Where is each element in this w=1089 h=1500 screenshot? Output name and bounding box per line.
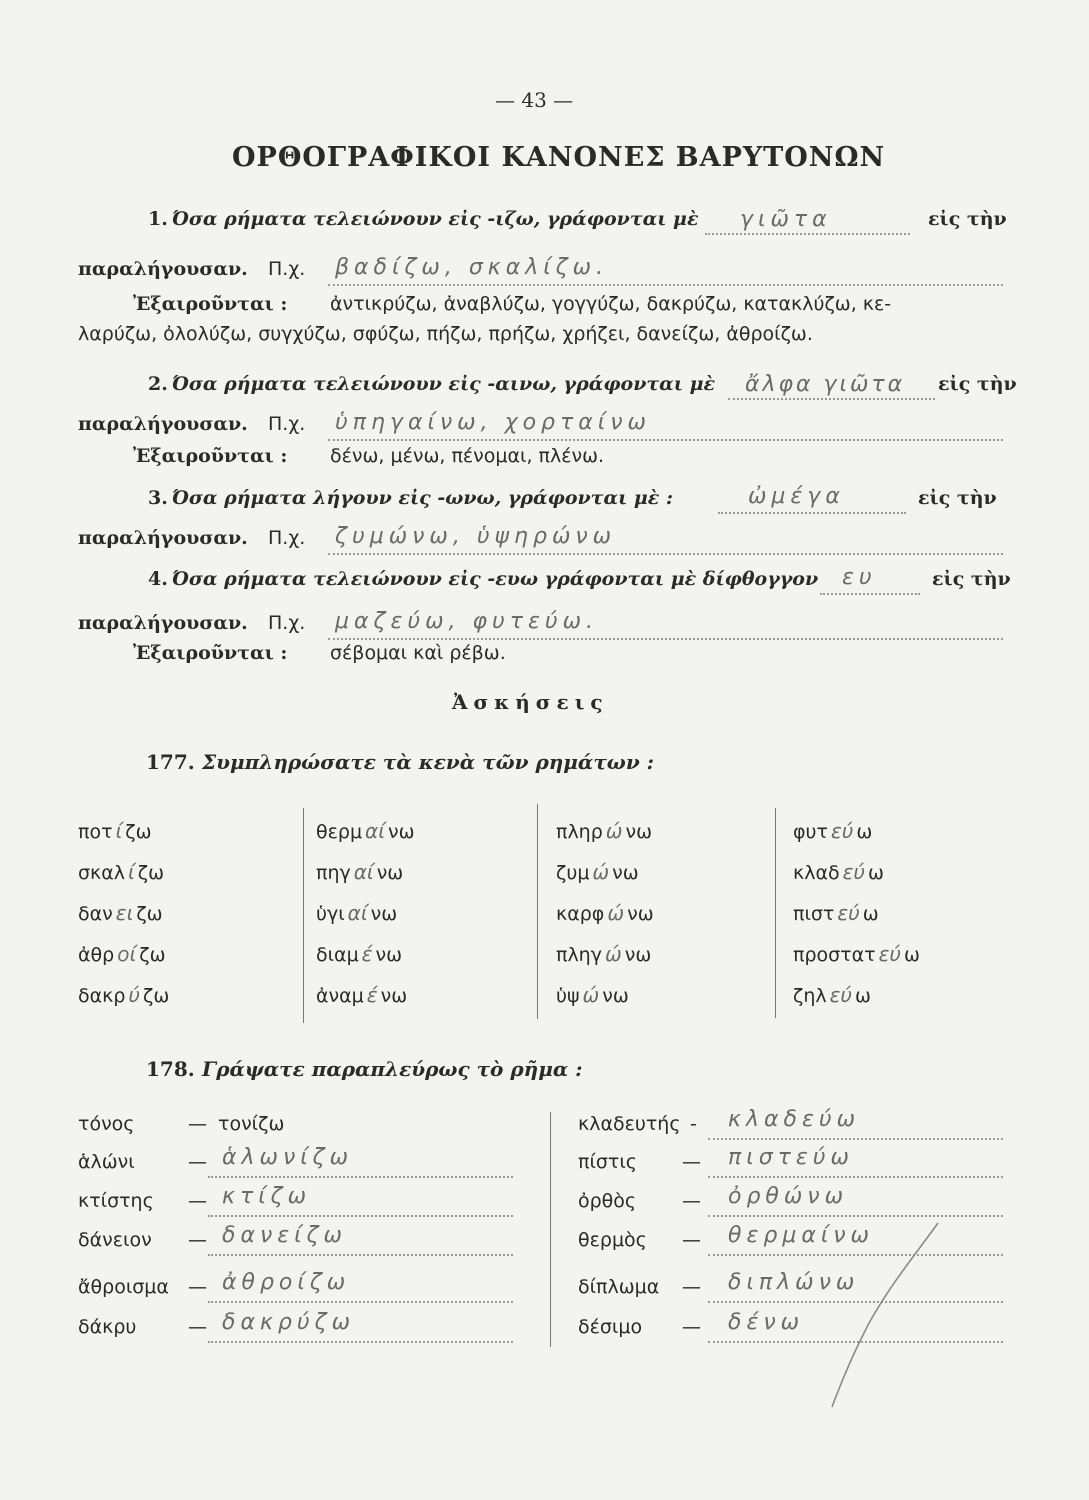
ex177-item xyxy=(78,901,163,925)
ex177-ending: ω xyxy=(862,903,879,925)
rule-2-example: ὑπηγαίνω, χορταίνω xyxy=(335,410,651,435)
ex178-left-verb-handwritten[interactable]: ἁλωνίζω xyxy=(222,1145,354,1170)
ex177-stem: προστατ xyxy=(793,944,876,966)
ex177-item xyxy=(793,983,871,1007)
page-number: — 43 — xyxy=(495,88,574,112)
ex177-stem: ἀναμ xyxy=(316,985,364,1007)
ex177-item xyxy=(316,901,397,925)
ex178-right-dash: - xyxy=(690,1113,697,1135)
ex178-right-dash: — xyxy=(682,1190,701,1212)
ex177-filled-blank[interactable]: εύ xyxy=(829,983,853,1007)
rule-1-blank-line xyxy=(705,233,910,235)
ex178-right-noun: κλαδευτής xyxy=(578,1113,681,1135)
rule-1-para: παραλήγουσαν. xyxy=(78,258,248,280)
ex177-divider-1 xyxy=(303,808,304,1023)
rule-1-example-line xyxy=(328,284,1003,286)
ex178-right-dash: — xyxy=(682,1229,701,1251)
rule-2-tail: εἰς τὴν xyxy=(938,373,1017,395)
ex177-item xyxy=(793,819,872,843)
rule-3-px: Π.χ. xyxy=(268,527,306,549)
ex177-ending: ω xyxy=(867,862,884,884)
ex178-title: Γράψατε παραπλεύρως τὸ ρῆμα : xyxy=(202,1057,583,1081)
ex178-left-verb-handwritten[interactable]: δακρύζω xyxy=(222,1310,356,1335)
rule-2-blank-line xyxy=(728,398,935,400)
ex177-item xyxy=(793,942,920,966)
ex177-ending: νω xyxy=(627,903,654,925)
ex178-left-noun: κτίστης xyxy=(78,1190,154,1212)
rule-1-number: 1. xyxy=(148,208,168,230)
ex177-item xyxy=(556,819,652,843)
ex177-item xyxy=(556,983,629,1007)
ex177-item xyxy=(556,901,654,925)
rule-1-text: Όσα ρήματα τελειώνουν εἰς -ιζω, γράφονται μὲ xyxy=(172,208,699,230)
ex177-ending: ω xyxy=(855,985,871,1007)
ex177-ending: νω xyxy=(375,944,403,966)
ex177-stem: ἀθρ xyxy=(78,944,115,966)
ex178-right-verb-handwritten[interactable]: δένω xyxy=(728,1310,805,1335)
ex178-right-dash: — xyxy=(682,1276,701,1298)
ex177-filled-blank[interactable]: ώ xyxy=(607,901,625,925)
ex178-left-verb-handwritten[interactable]: ἀθροίζω xyxy=(222,1270,351,1295)
ex177-stem: πηγ xyxy=(316,862,351,884)
ex177-stem: ὑψ xyxy=(556,985,580,1007)
ex177-filled-blank[interactable]: εύ xyxy=(830,819,854,843)
ex178-left-noun: τόνος xyxy=(78,1113,135,1135)
rule-2-number: 2. xyxy=(148,373,168,395)
exercises-heading: Ἀσκήσεις xyxy=(452,690,609,714)
ex177-item xyxy=(78,983,169,1007)
ex177-filled-blank[interactable]: ει xyxy=(115,901,134,925)
ex177-stem: ὑγι xyxy=(316,903,345,925)
ex177-ending: ζω xyxy=(136,903,163,925)
ex177-stem: διαμ xyxy=(316,944,359,966)
ex177-filled-blank[interactable]: έ xyxy=(366,983,378,1007)
ex178-left-verb-handwritten[interactable]: δανείζω xyxy=(222,1223,347,1248)
ex177-ending: νω xyxy=(370,903,398,925)
ex177-stem: πληρ xyxy=(556,821,603,843)
ex178-left-dash: — xyxy=(188,1229,207,1251)
ex177-filled-blank[interactable]: οί xyxy=(117,942,137,966)
ex178-left-noun: δάκρυ xyxy=(78,1316,137,1338)
ex178-left-noun: δάνειον xyxy=(78,1229,152,1251)
rule-4-blank-line xyxy=(820,593,920,595)
rule-3-tail: εἰς τὴν xyxy=(918,487,997,509)
ex177-filled-blank[interactable]: ώ xyxy=(604,942,622,966)
ex178-left-answer-line xyxy=(208,1341,513,1343)
rule-4-px: Π.χ. xyxy=(268,612,306,634)
ex177-stem: ποτ xyxy=(78,821,113,843)
ex177-ending: νω xyxy=(602,985,629,1007)
rule-3-blank-answer: ὠμέγα xyxy=(748,484,845,509)
ex177-filled-blank[interactable]: αί xyxy=(347,901,368,925)
ex177-divider-2 xyxy=(537,804,538,1019)
ex177-item xyxy=(316,819,415,843)
ex178-left-dash: — xyxy=(188,1151,207,1173)
ex177-ending: ζω xyxy=(139,944,166,966)
ex177-stem: δαν xyxy=(78,903,113,925)
ex178-left-dash: — xyxy=(188,1276,207,1298)
ex177-ending: ζω xyxy=(143,985,170,1007)
ex177-filled-blank[interactable]: ύ xyxy=(128,983,140,1007)
ex178-right-noun: ὀρθὸς xyxy=(578,1190,637,1212)
ex177-number: 177. xyxy=(146,750,195,774)
rule-1-exc-line1: ἀντικρύζω, ἀναβλύζω, γογγύζω, δακρύζω, κατακλύζω, κε- xyxy=(330,293,892,315)
ex177-filled-blank[interactable]: εύ xyxy=(878,942,901,966)
ex178-left-verb-handwritten[interactable]: κτίζω xyxy=(222,1184,312,1209)
ex177-divider-3 xyxy=(775,808,776,1018)
ex177-ending: ω xyxy=(903,944,920,966)
ex177-item xyxy=(316,860,403,884)
ex177-filled-blank[interactable]: εύ xyxy=(842,860,865,884)
rule-4-example: μαζεύω, φυτεύω. xyxy=(335,609,599,634)
ex177-item xyxy=(556,860,639,884)
ex177-ending: ζω xyxy=(125,821,152,843)
ex177-filled-blank[interactable]: αί xyxy=(365,819,385,843)
rule-2-exc-line1: δένω, μένω, πένομαι, πλένω. xyxy=(330,445,605,467)
ex178-left-answer-line xyxy=(208,1254,513,1256)
rule-1-exc-line2: λαρύζω, ὀλολύζω, συγχύζω, σφύζω, πήζω, πρήζω, χρήζει, δανείζω, ἀθροίζω. xyxy=(78,323,813,345)
ex177-filled-blank[interactable]: ί xyxy=(115,819,123,843)
ex178-left-answer-line xyxy=(208,1176,513,1178)
ex178-left-noun: ἁλώνι xyxy=(78,1151,135,1173)
ex177-title: Συμπληρώσατε τὰ κενὰ τῶν ρημάτων : xyxy=(202,750,655,774)
rule-1-exc-label: Ἐξαιροῦνται : xyxy=(133,293,288,315)
ex178-right-answer-line xyxy=(708,1138,1003,1140)
rule-4-example-line xyxy=(328,638,1003,640)
ex178-right-verb-handwritten[interactable]: πιστεύω xyxy=(728,1145,854,1170)
ex177-stem: πληγ xyxy=(556,944,602,966)
ex178-right-answer-line xyxy=(708,1176,1003,1178)
rule-1-example: βαδίζω, σκαλίζω. xyxy=(335,255,609,280)
ex177-stem: καρφ xyxy=(556,903,605,925)
ex178-right-noun: πίστις xyxy=(578,1151,637,1173)
ex177-stem: ζυμ xyxy=(556,862,590,884)
rule-2-exc-label: Ἐξαιροῦνται : xyxy=(133,445,288,467)
ex177-filled-blank[interactable]: αί xyxy=(353,860,374,884)
ex177-item xyxy=(78,860,164,884)
ex178-right-verb-handwritten[interactable]: θερμαίνω xyxy=(728,1223,874,1248)
ex178-number: 178. xyxy=(146,1057,195,1081)
ex178-right-verb-handwritten[interactable]: ὀρθώνω xyxy=(728,1184,849,1209)
ex177-stem: κλαδ xyxy=(793,862,840,884)
ex178-left-dash: — xyxy=(188,1190,207,1212)
ex177-item xyxy=(78,819,152,843)
ex177-ending: νω xyxy=(625,821,653,843)
rule-2-blank-answer: ἄλφα γιῶτα xyxy=(745,372,906,397)
ex178-left-dash: — xyxy=(188,1113,207,1135)
ex178-right-noun: δέσιμο xyxy=(578,1316,643,1338)
rule-2-text: Όσα ρήματα τελειώνουν εἰς -αινω, γράφονται μὲ xyxy=(172,373,716,395)
rule-3-blank-line xyxy=(718,512,906,514)
ex177-filled-blank[interactable]: ώ xyxy=(605,819,623,843)
rule-3-text: Όσα ρήματα λήγουν εἰς -ωνω, γράφονται μὲ : xyxy=(172,487,673,509)
rule-4-number: 4. xyxy=(148,568,168,590)
ex177-stem: φυτ xyxy=(793,821,828,843)
ex177-stem: θερμ xyxy=(316,821,363,843)
ex178-right-dash: — xyxy=(682,1151,701,1173)
ex177-ending: ω xyxy=(856,821,873,843)
rule-3-example: ζυμώνω, ὑψηρώνω xyxy=(335,524,617,549)
ex178-right-dash: — xyxy=(682,1316,701,1338)
ex177-ending: νω xyxy=(376,862,404,884)
ex178-divider xyxy=(550,1112,551,1347)
rule-4-tail: εἰς τὴν xyxy=(932,568,1011,590)
ex177-ending: ζω xyxy=(137,862,165,884)
rule-4-text: Όσα ρήματα τελειώνουν εἰς -ευω γράφονται μὲ δίφθογγον xyxy=(172,568,819,590)
rule-4-exc-label: Ἐξαιροῦνται : xyxy=(133,642,288,664)
ex177-filled-blank[interactable]: έ xyxy=(361,942,373,966)
ex178-right-verb-handwritten[interactable]: κλαδεύω xyxy=(728,1107,860,1132)
ex177-item xyxy=(78,942,165,966)
ex178-right-noun: θερμὸς xyxy=(578,1229,647,1251)
rule-4-para: παραλήγουσαν. xyxy=(78,612,248,634)
ex178-right-noun: δίπλωμα xyxy=(578,1276,660,1298)
rule-3-example-line xyxy=(328,553,1003,555)
ex178-left-verb-printed: τονίζω xyxy=(218,1113,285,1135)
ex178-left-answer-line xyxy=(208,1215,513,1217)
rule-1-blank-answer: γιῶτα xyxy=(740,207,832,232)
ex177-item xyxy=(556,942,651,966)
ex177-item xyxy=(316,983,407,1007)
ex177-ending: νω xyxy=(612,862,639,884)
rule-2-px: Π.χ. xyxy=(268,413,306,435)
pencil-stroke-mark xyxy=(820,1215,950,1415)
ex177-filled-blank[interactable]: ώ xyxy=(592,860,610,884)
ex177-item xyxy=(316,942,402,966)
ex177-filled-blank[interactable]: εύ xyxy=(837,901,860,925)
rule-3-para: παραλήγουσαν. xyxy=(78,527,248,549)
rule-2-example-line xyxy=(328,439,1003,441)
rule-3-number: 3. xyxy=(148,487,168,509)
ex178-left-dash: — xyxy=(188,1316,207,1338)
ex177-stem: σκαλ xyxy=(78,862,126,884)
rule-1-tail: εἰς τὴν xyxy=(928,208,1007,230)
ex177-ending: νω xyxy=(380,985,408,1007)
rule-2-para: παραλήγουσαν. xyxy=(78,413,248,435)
rule-4-blank-answer: ευ xyxy=(842,565,877,590)
ex177-item xyxy=(793,901,879,925)
rule-4-exc-line1: σέβομαι καὶ ρέβω. xyxy=(330,642,506,664)
ex177-ending: νω xyxy=(388,821,415,843)
ex177-item xyxy=(793,860,884,884)
ex177-filled-blank[interactable]: ώ xyxy=(582,983,600,1007)
ex177-stem: δακρ xyxy=(78,985,126,1007)
ex177-filled-blank[interactable]: ί xyxy=(128,860,135,884)
ex178-right-verb-handwritten[interactable]: διπλώνω xyxy=(728,1270,860,1295)
ex178-left-answer-line xyxy=(208,1301,513,1303)
ex177-ending: νω xyxy=(624,944,652,966)
ex177-stem: πιστ xyxy=(793,903,835,925)
page-title: ΟΡΘΟΓΡΑΦΙΚΟΙ ΚΑΝΟΝΕΣ ΒΑΡΥΤΟΝΩΝ xyxy=(232,142,886,173)
ex177-stem: ζηλ xyxy=(793,985,827,1007)
rule-1-px: Π.χ. xyxy=(268,258,306,280)
ex178-left-noun: ἄθροισμα xyxy=(78,1276,169,1298)
